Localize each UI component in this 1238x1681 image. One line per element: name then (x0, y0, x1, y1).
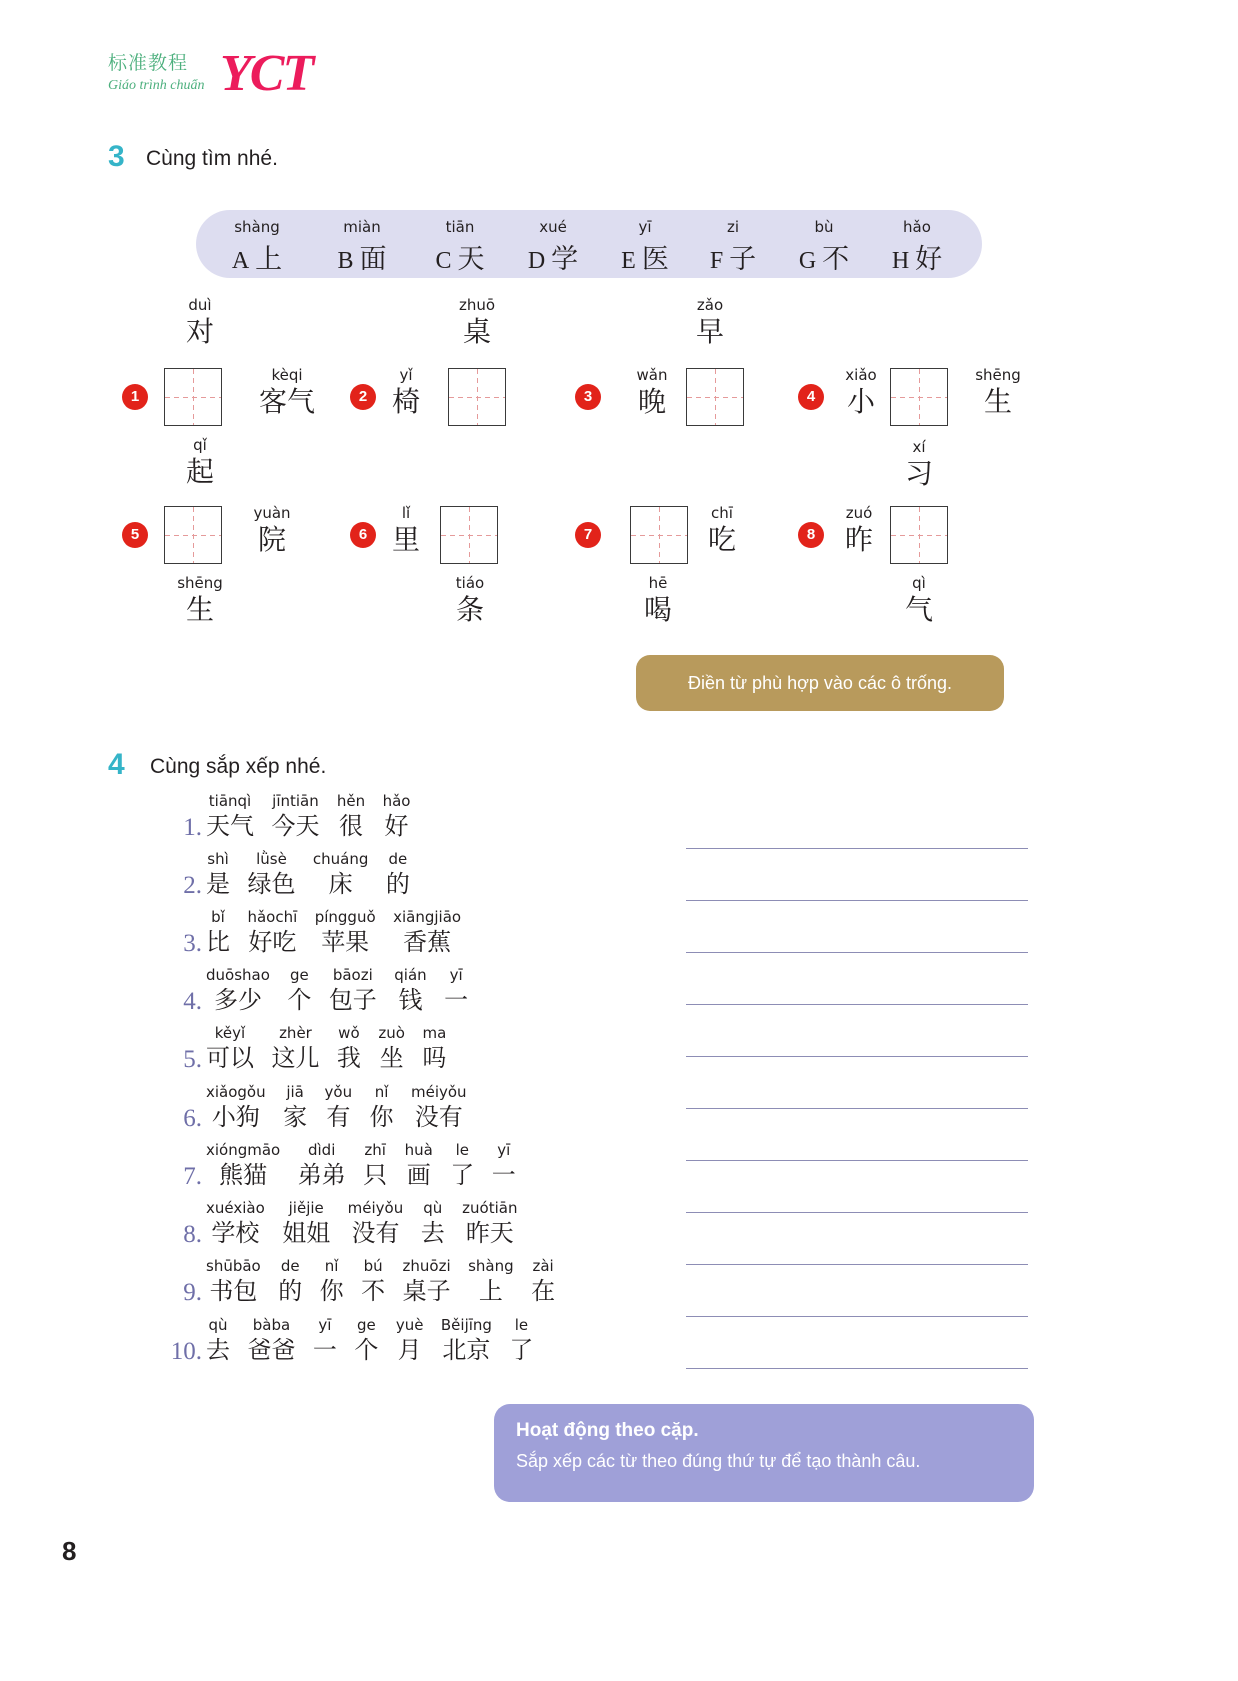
wordbank-pinyin: miàn (343, 218, 381, 236)
wordbank-hanzi: 学 (551, 244, 579, 275)
item2-left-word: yǐ 椅 (391, 366, 420, 418)
wordbank-hanzi: 上 (255, 244, 283, 275)
wordbank-pinyin: tiān (445, 218, 475, 236)
word-bank-item-g (779, 218, 869, 276)
word-bank-item-d (508, 218, 598, 276)
item5-bottom-word: shēng 生 (177, 574, 223, 626)
item4-right-word: shēng 生 (975, 366, 1021, 418)
word-bank-item-a (212, 218, 302, 276)
answer-line-2[interactable] (686, 900, 1028, 901)
item4-bottom-word: xí 习 (904, 438, 933, 490)
exercise3-instruction-bubble: Điền từ phù hợp vào các ô trống. (636, 655, 1004, 711)
answer-line-5[interactable] (686, 1056, 1028, 1057)
item2-top-word: zhuō 桌 (458, 296, 496, 348)
answer-line-4[interactable] (686, 1004, 1028, 1005)
item-marker-3: 3 (575, 384, 601, 410)
item5-right-word: yuàn 院 (253, 504, 291, 556)
row-words: tiānqì 天气 jīntiān 今天 hěn 很 hǎo 好 (206, 792, 411, 840)
wordbank-letter: B (337, 248, 354, 274)
word-bank-item-c (415, 218, 505, 276)
answer-box-5[interactable] (164, 506, 222, 564)
word-bank-item-h (872, 218, 962, 276)
row-number: 2. (183, 872, 202, 899)
exercise4-instruction-bubble (494, 1404, 1034, 1502)
row-number: 4. (183, 988, 202, 1015)
exercise4-title: Cùng sắp xếp nhé. (150, 755, 327, 778)
row-words: kěyǐ 可以 zhèr 这儿 wǒ 我 zuò 坐 ma 吗 (206, 1024, 447, 1072)
exercise3-number: 3 (108, 140, 125, 173)
wordbank-letter: G (798, 248, 817, 274)
word-bank-item-f (688, 218, 778, 276)
item4-left-word: xiǎo 小 (845, 366, 877, 418)
item3-left-word: wǎn 晚 (636, 366, 668, 418)
item7-right-word: chī 吃 (707, 504, 736, 556)
wordbank-pinyin: hǎo (903, 218, 931, 236)
answer-line-10[interactable] (686, 1316, 1028, 1317)
row-number: 6. (183, 1105, 202, 1132)
answer-box-8[interactable] (890, 506, 948, 564)
item-marker-7: 7 (575, 522, 601, 548)
answer-box-4[interactable] (890, 368, 948, 426)
wordbank-letter: E (621, 248, 636, 274)
answer-box-6[interactable] (440, 506, 498, 564)
row-number: 8. (183, 1221, 202, 1248)
item-marker-2: 2 (350, 384, 376, 410)
word-bank-item-e (600, 218, 690, 276)
wordbank-pinyin: yī (638, 218, 652, 236)
yct-logo (108, 45, 408, 112)
answer-box-2[interactable] (448, 368, 506, 426)
wordbank-hanzi: 面 (359, 244, 387, 275)
item1-bottom-word: qǐ 起 (185, 436, 214, 488)
item-marker-8: 8 (798, 522, 824, 548)
item7-bottom-word: hē 喝 (643, 574, 672, 626)
row-words: shūbāo 书包 de 的 nǐ 你 bú 不 zhuōzi 桌子 shàng 上 zài 在 (206, 1257, 556, 1305)
exercise4-number: 4 (108, 748, 125, 781)
wordbank-hanzi: 医 (641, 244, 669, 275)
item8-left-word: zuó 昨 (844, 504, 873, 556)
answer-line-8[interactable] (686, 1212, 1028, 1213)
row-words: xiǎogǒu 小狗 jiā 家 yǒu 有 nǐ 你 méiyǒu 没有 (206, 1083, 467, 1131)
answer-box-1[interactable] (164, 368, 222, 426)
wordbank-letter: A (231, 248, 250, 274)
answer-box-7[interactable] (630, 506, 688, 564)
page-number: 8 (62, 1536, 77, 1566)
logo-chinese-title: 标准教程 (108, 52, 189, 74)
answer-line-6[interactable] (686, 1108, 1028, 1109)
logo-vietnamese-title: Giáo trình chuẩn (108, 78, 205, 93)
wordbank-pinyin: xué (539, 218, 567, 236)
item-marker-5: 5 (122, 522, 148, 548)
row-words: shì 是 lǜsè 绿色 chuáng 床 de 的 (206, 850, 410, 898)
row-words: qù 去 bàba 爸爸 yī 一 ge 个 yuè 月 Běijīng 北京 le 了 (206, 1316, 534, 1364)
item6-bottom-word: tiáo 条 (455, 574, 485, 626)
wordbank-letter: H (891, 248, 910, 274)
wordbank-hanzi: 好 (915, 244, 943, 275)
row-words: xióngmāo 熊猫 dìdi 弟弟 zhī 只 huà 画 le 了 yī 一 (206, 1141, 516, 1189)
wordbank-hanzi: 不 (822, 244, 850, 275)
word-bank (196, 210, 982, 278)
answer-line-11[interactable] (686, 1368, 1028, 1369)
row-number: 5. (183, 1046, 202, 1073)
logo-brand: YCT (220, 45, 313, 102)
wordbank-hanzi: 子 (729, 244, 757, 275)
item-marker-6: 6 (350, 522, 376, 548)
answer-line-1[interactable] (686, 848, 1028, 849)
row-number: 7. (183, 1163, 202, 1190)
pair-activity-text: Sắp xếp các từ theo đúng thứ tự để tạo thành câu. (516, 1451, 921, 1471)
answer-line-3[interactable] (686, 952, 1028, 953)
row-words: bǐ 比 hǎochī 好吃 píngguǒ 苹果 xiāngjiāo 香蕉 (206, 908, 462, 956)
answer-line-9[interactable] (686, 1264, 1028, 1265)
item8-bottom-word: qì 气 (904, 574, 933, 626)
row-number: 3. (183, 930, 202, 957)
wordbank-pinyin: zi (726, 218, 740, 236)
exercise3-title: Cùng tìm nhé. (146, 147, 278, 170)
pair-activity-title: Hoạt động theo cặp. (516, 1420, 699, 1441)
wordbank-letter: D (527, 248, 546, 274)
wordbank-letter: C (435, 248, 452, 274)
wordbank-letter: F (709, 248, 724, 274)
item6-left-word: lǐ 里 (391, 504, 420, 556)
row-number: 1. (183, 814, 202, 841)
item-marker-4: 4 (798, 384, 824, 410)
wordbank-pinyin: bù (814, 218, 834, 236)
answer-line-7[interactable] (686, 1160, 1028, 1161)
item1-right-word: kèqi 客气 (258, 366, 315, 418)
answer-box-3[interactable] (686, 368, 744, 426)
item3-top-word: zǎo 早 (695, 296, 724, 348)
row-number: 10. (170, 1338, 202, 1365)
wordbank-pinyin: shàng (234, 218, 280, 236)
row-number: 9. (183, 1279, 202, 1306)
item1-top-word: duì 对 (185, 296, 214, 348)
row-words: xuéxiào 学校 jiějie 姐姐 méiyǒu 没有 qù 去 zuótiān 昨天 (206, 1199, 518, 1247)
row-words: duōshao 多少 ge 个 bāozi 包子 qián 钱 yī 一 (206, 966, 469, 1014)
word-bank-item-b (317, 218, 407, 276)
item-marker-1: 1 (122, 384, 148, 410)
wordbank-hanzi: 天 (457, 244, 485, 275)
